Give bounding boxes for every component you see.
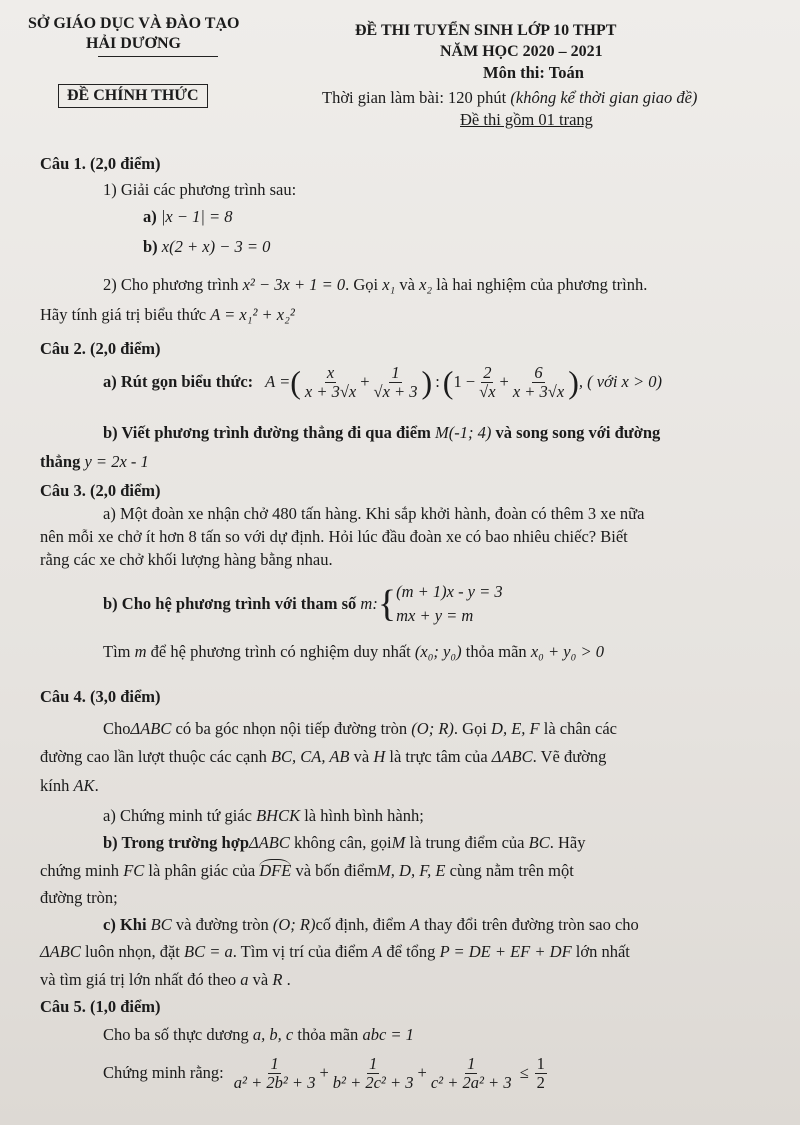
q4-pc3-end: . — [286, 970, 291, 989]
q4-l2-sides: BC, CA, AB — [270, 747, 350, 766]
q3-c-pre: Tìm — [103, 642, 131, 661]
q1-part1: 1) Giải các phương trình sau: — [103, 180, 297, 199]
q1-p3-pre: Hãy tính giá trị biểu thức — [40, 305, 207, 324]
paren-close-2: ) — [568, 364, 579, 401]
q5-f1-num: 1 — [270, 1054, 279, 1073]
q1-a-expr: |x − 1| = 8 — [160, 207, 233, 226]
time-note: (không kể thời gian giao đề) — [510, 88, 698, 107]
q3-c-cond: x₀ + y₀ > 0 — [530, 642, 604, 661]
province-name: HẢI DƯƠNG — [86, 35, 181, 52]
q2-b-pre2: thẳng — [40, 452, 81, 471]
q4-pb-a: b) Trong trường hợp — [103, 833, 250, 852]
q4-pc2-d: lớn nhất — [575, 942, 630, 961]
q4-l2-d: . Vẽ đường — [532, 747, 607, 766]
q4-l2-H: H — [373, 747, 386, 766]
q4-pb-tri: ΔABC — [249, 833, 290, 852]
q1-a — [143, 207, 233, 228]
header-divider — [98, 56, 218, 57]
q4-pc2-A: A — [372, 942, 383, 961]
q2-f3-den: √x — [479, 382, 496, 402]
system-eq1: (m + 1)x - y = 3 — [396, 582, 503, 601]
q4-part-b-line2 — [40, 861, 574, 882]
q3-c — [103, 642, 604, 663]
q4-l1-def: D, E, F — [491, 719, 540, 738]
q4-pb2-d: cùng nằm trên một — [449, 861, 574, 880]
q3-c-mid: để hệ phương trình có nghiệm duy nhất — [150, 642, 411, 661]
q2-f2-num: 1 — [391, 363, 400, 382]
q4-l2-c: là trực tâm của — [389, 747, 488, 766]
q2-b-line2 — [40, 452, 149, 473]
q3-b — [103, 580, 503, 628]
q3-b-m: m: — [360, 593, 378, 613]
q5-line1 — [103, 1025, 414, 1046]
q5-le: ≤ — [519, 1063, 529, 1083]
q5-inequality: Chứng minh rằng: $\frac{1}{\text{a² + 2b² + 3}}$ + $\frac{1}{\text{b² + 2c² + 3}}$ + $\frac{1}{\text{c² + 2a² + 3}}$ ≤ $\frac{1}{2}$ — [103, 1054, 545, 1093]
q4-pc-b: và đường tròn — [175, 915, 269, 934]
q2-a-A: A = — [265, 372, 291, 392]
q3-a-line1: a) Một đoàn xe nhận chở 480 tấn hàng. Khi sắp khởi hành, đoàn có thêm 3 xe nữa — [103, 504, 645, 523]
q4-pc2-a: luôn nhọn, đặt — [84, 942, 180, 961]
q3-a-line3: rằng các xe chở khối lượng hàng bằng nhau. — [40, 550, 333, 569]
q4-l1-d: là chân các — [543, 719, 618, 738]
q1-x1: x₁ — [382, 275, 396, 294]
exam-title: ĐỀ THI TUYỂN SINH LỚP 10 THPT — [355, 22, 617, 39]
q5-r-num: 1 — [536, 1054, 545, 1073]
q4-l3-a: kính — [40, 776, 70, 795]
q4-pa-quad: BHCK — [256, 806, 301, 825]
q1-part3 — [40, 305, 295, 326]
official-stamp: ĐỀ CHÍNH THỨC — [58, 84, 208, 108]
q4-pa-pre: a) Chứng minh tứ giác — [103, 806, 252, 825]
q2-b-point: M(-1; 4) — [434, 423, 492, 442]
q4-part-c-line1 — [103, 915, 639, 936]
q4-pb2-a: chứng minh — [40, 861, 120, 880]
q4-pc-c: cố định, điểm — [315, 915, 406, 934]
q4-pc3-and: và — [252, 970, 269, 989]
q4-l1-a: Cho — [103, 719, 131, 738]
q3-a-line2: nên mỗi xe chở ít hơn 8 tấn so với dự định. Hỏi lúc đầu đoàn xe có bao nhiêu chiếc? Biết — [40, 527, 628, 546]
q5-frac1 — [232, 1055, 318, 1092]
q3-b-pre: b) Cho hệ phương trình với tham số — [103, 593, 357, 613]
q4-pb2-b: là phân giác của — [148, 861, 256, 880]
q4-l2-a: đường cao lần lượt thuộc các cạnh — [40, 747, 267, 766]
q4-l2-tri: ΔABC — [491, 747, 533, 766]
q4-l3-b: . — [94, 776, 99, 795]
q4-pc3-a: và tìm giá trị lớn nhất đó theo — [40, 970, 237, 989]
q4-part-c-line3 — [40, 970, 291, 991]
q4-pc-circ: (O; R) — [272, 915, 316, 934]
q2-b-post: và song song với đường — [495, 423, 661, 442]
q4-pb2-FC: FC — [123, 861, 145, 880]
equation-system — [396, 580, 503, 628]
q4-pc2-b: . Tìm vị trí của điểm — [232, 942, 369, 961]
q5-f3-den: c² + 2a² + 3 — [430, 1073, 512, 1093]
q1-a-label: a) — [143, 207, 157, 226]
q5-frac2 — [331, 1055, 416, 1092]
system-brace: { — [377, 582, 397, 625]
q5-l2-pre: Chứng minh rằng: — [103, 1063, 224, 1083]
q2-frac2 — [372, 364, 420, 401]
department-name: SỞ GIÁO DỤC VÀ ĐÀO TẠO — [28, 15, 240, 32]
q2-title: Câu 2. (2,0 điểm) — [40, 339, 161, 358]
q2-frac3 — [477, 364, 497, 401]
q1-b-label: b) — [143, 237, 158, 256]
q1-part2 — [103, 275, 647, 296]
q3-c-mid2: thỏa mãn — [465, 642, 527, 661]
q1-p3-expr: A = x₁² + x₂² — [210, 305, 295, 324]
q4-pc2-BC: BC = a — [183, 942, 233, 961]
q1-p2-mid: . Gọi — [345, 275, 379, 294]
q4-pa-post: là hình bình hành; — [304, 806, 424, 825]
q1-p2-eq: x² − 3x + 1 = 0 — [242, 275, 346, 294]
paren-close: ) — [421, 364, 433, 401]
q2-f1-den: x + 3√x — [304, 382, 357, 402]
q1-p2-pre: 2) Cho phương trình — [103, 275, 239, 294]
q1-title: Câu 1. (2,0 điểm) — [40, 154, 161, 173]
q2-f1-num: x — [326, 363, 335, 382]
q4-pb2-c: và bốn điểm — [295, 861, 378, 880]
q4-pb-BC: BC — [528, 833, 550, 852]
q4-pc2-tri: ΔABC — [40, 942, 81, 961]
q5-l1-cond: abc = 1 — [362, 1025, 414, 1044]
q5-l1-vars: a, b, c — [252, 1025, 294, 1044]
system-eq2: mx + y = m — [396, 605, 474, 625]
q1-b-expr: x(2 + x) − 3 = 0 — [161, 237, 271, 256]
paren-open-2: ( — [442, 364, 454, 401]
q5-r-den: 2 — [536, 1073, 545, 1093]
q4-line2 — [40, 747, 606, 768]
q4-pc-BC: BC — [150, 915, 172, 934]
q4-angle-DFE: DFE — [259, 861, 292, 880]
q5-f2-num: 1 — [369, 1054, 378, 1073]
q2-frac1 — [303, 364, 358, 401]
q4-pc-A: A — [409, 915, 420, 934]
q2-f4-den: x + 3√x — [512, 382, 565, 402]
q5-f3-num: 1 — [467, 1054, 476, 1073]
q5-l1-pre: Cho ba số thực dương — [103, 1025, 249, 1044]
q4-l3-AK: AK — [73, 776, 95, 795]
q4-pc2-c: để tổng — [386, 942, 436, 961]
q4-pb-d: . Hãy — [549, 833, 586, 852]
q1-b — [143, 237, 270, 258]
q4-part-b-line3: đường tròn; — [40, 888, 118, 907]
q3-c-m: m — [134, 642, 147, 661]
q4-pc3-avar: a — [240, 970, 249, 989]
q5-l1-mid: thỏa mãn — [297, 1025, 359, 1044]
q4-title: Câu 4. (3,0 điểm) — [40, 687, 161, 706]
q2-f3-num: 2 — [483, 363, 492, 382]
q4-l2-b: và — [353, 747, 370, 766]
q2-f4-num: 6 — [534, 363, 543, 382]
q2-b-line1 — [103, 423, 660, 444]
q4-pc3-R: R — [272, 970, 283, 989]
q1-x2: x₂ — [419, 275, 433, 294]
q2-f2-den: √x + 3 — [373, 382, 418, 402]
q5-frac-rhs — [535, 1055, 547, 1092]
q2-a-label: a) Rút gọn biểu thức: — [103, 372, 254, 392]
q4-pb-M: M — [391, 833, 406, 852]
q2-b-eq: y = 2x - 1 — [84, 452, 149, 471]
time-prefix: Thời gian làm bài: 120 phút — [322, 88, 507, 107]
q4-pc2-P: P = DE + EF + DF — [439, 942, 572, 961]
q4-pb2-pts: M, D, F, E — [377, 861, 446, 880]
q4-pb-c: là trung điểm của — [409, 833, 525, 852]
q5-f2-den: b² + 2c² + 3 — [332, 1073, 414, 1093]
q4-pb-b: không cân, gọi — [294, 833, 392, 852]
q4-l1-circle: (O; R) — [411, 719, 454, 738]
school-year: NĂM HỌC 2020 – 2021 — [440, 43, 603, 60]
q2-condition: , ( với x > 0) — [578, 372, 663, 392]
time-limit — [322, 88, 697, 109]
page-count: Đề thi gồm 01 trang — [460, 110, 593, 129]
q4-line3 — [40, 776, 99, 797]
q4-pc-d: thay đổi trên đường tròn sao cho — [424, 915, 639, 934]
q2-b-text: b) Viết phương trình đường thẳng đi qua điểm — [103, 423, 431, 442]
q4-line1 — [103, 719, 617, 740]
q5-title: Câu 5. (1,0 điểm) — [40, 997, 161, 1016]
q2-one: 1 − — [453, 372, 476, 392]
q1-and: và — [399, 275, 415, 294]
q4-part-c-line2 — [40, 942, 630, 963]
q3-title: Câu 3. (2,0 điểm) — [40, 481, 161, 500]
q4-part-a — [103, 806, 424, 827]
subject: Môn thi: Toán — [483, 63, 584, 82]
q4-pc-a: c) Khi — [103, 915, 147, 934]
q4-part-b-line1 — [103, 833, 585, 854]
q4-l1-b: có ba góc nhọn nội tiếp đường tròn — [175, 719, 408, 738]
paren-open: ( — [290, 364, 301, 401]
q3-c-pair: (x₀; y₀) — [414, 642, 462, 661]
q5-f1-den: a² + 2b² + 3 — [233, 1073, 316, 1093]
q4-l1-tri: ΔABC — [130, 719, 172, 738]
q2-frac4 — [511, 364, 566, 401]
q5-frac3 — [429, 1055, 514, 1092]
q1-p2-post: là hai nghiệm của phương trình. — [436, 275, 648, 294]
q2-a: a) Rút gọn biểu thức: A = ( $\frac{x}{x + 3√x}$ + $\frac{1}{√x + 3}$ ) : ( 1 − $\frac{2}{√x}$ + $\frac{6}{x + 3√x}$ ) , ( với x > 0) — [103, 363, 663, 402]
q4-l1-c: . Gọi — [453, 719, 487, 738]
